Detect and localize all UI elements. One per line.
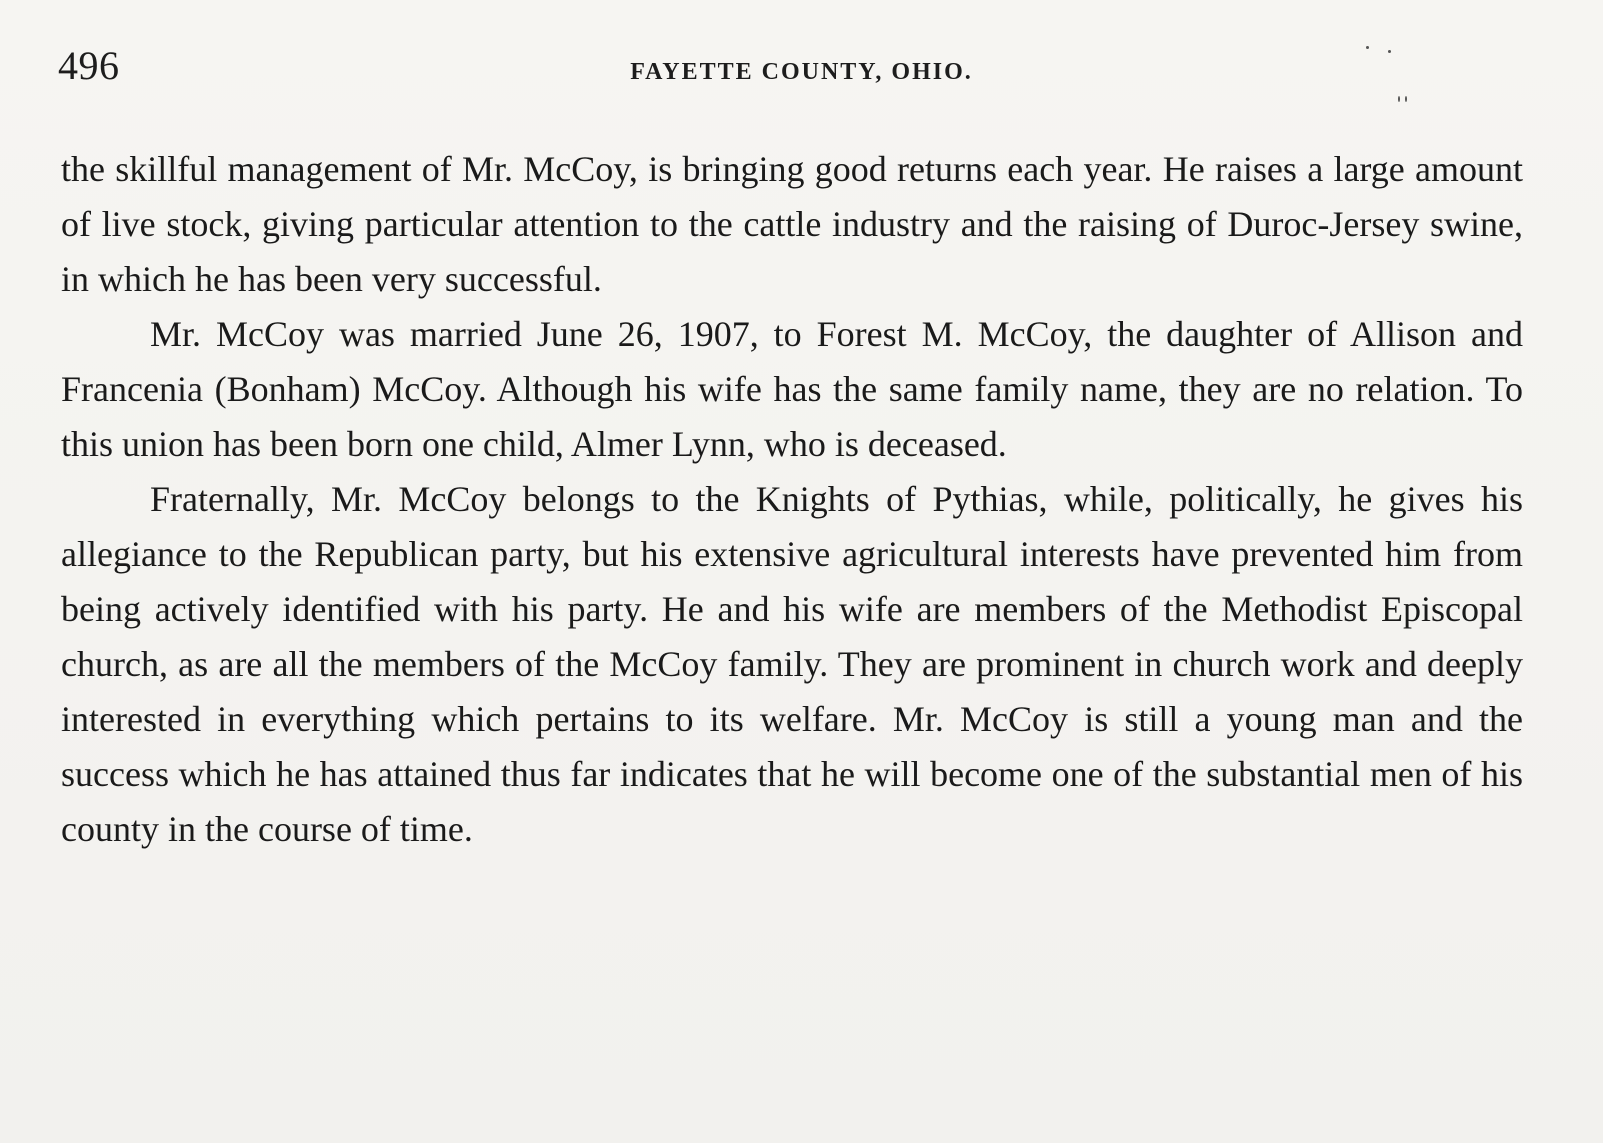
paragraph-1: the skillful management of Mr. McCoy, is bringing good returns each year. He raises a large amount of live stock, giving particular attention to the cattle industry and the raising of Duroc-Jersey swine, in which he has been very successful. — [61, 149, 1523, 299]
scan-speck — [1398, 96, 1400, 102]
body-text — [61, 142, 1523, 857]
scan-speck — [1366, 46, 1369, 49]
scan-speck — [1388, 50, 1391, 53]
running-head-title: FAYETTE COUNTY, OHIO. — [630, 59, 973, 85]
page-number: 496 — [58, 43, 120, 88]
paragraph-3: Fraternally, Mr. McCoy belongs to the Knights of Pythias, while, politically, he gives his allegiance to the Republican party, but his extensive agricultural interests have prevented him from being actively identified with his party. He and his wife are members of the Methodist Episcopal church, as are all the members of the McCoy family. They are prominent in church work and deeply interested in everything which pertains to its welfare. Mr. McCoy is still a young man and the success which he has attained thus far indicates that he will become one of the substantial men of his county in the course of time. — [61, 479, 1523, 849]
scan-speck — [1405, 96, 1407, 102]
paragraph-2: Mr. McCoy was married June 26, 1907, to Forest M. McCoy, the daughter of Allison and Francenia (Bonham) McCoy. Although his wife has the same family name, they are no relation. To this union has been born one child, Almer Lynn, who is deceased. — [61, 314, 1523, 464]
